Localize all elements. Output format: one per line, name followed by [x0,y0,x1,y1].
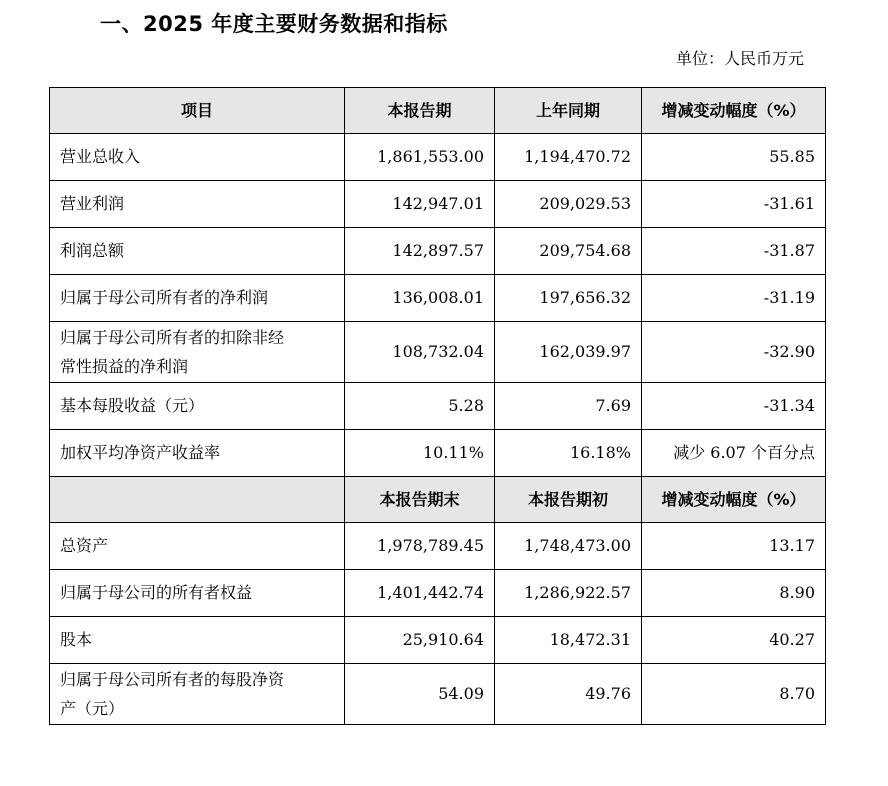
current-value: 5.28 [345,383,495,430]
previous-value: 16.18% [495,430,642,477]
header-cell-change: 增减变动幅度（%） [642,88,826,134]
table-row [50,570,826,617]
table-row [50,383,826,430]
previous-value: 209,754.68 [495,228,642,275]
previous-value: 7.69 [495,383,642,430]
change-value: 8.90 [642,570,826,617]
current-value: 10.11% [345,430,495,477]
row-label: 总资产 [50,523,345,570]
change-value: 40.27 [642,617,826,664]
table-header-row [50,88,826,134]
row-label: 营业总收入 [50,134,345,181]
row-label: 利润总额 [50,228,345,275]
row-label: 基本每股收益（元） [50,383,345,430]
table-row [50,181,826,228]
row-label-line: 归属于母公司所有者的每股净资 [60,670,285,689]
row-label [50,322,345,383]
row-label: 归属于母公司的所有者权益 [50,570,345,617]
current-value: 54.09 [345,664,495,725]
table-row [50,134,826,181]
header-cell-period-end: 本报告期末 [345,477,495,523]
previous-value: 1,194,470.72 [495,134,642,181]
row-label-line: 归属于母公司所有者的扣除非经 [60,328,285,347]
header-cell-previous: 上年同期 [495,88,642,134]
previous-value: 49.76 [495,664,642,725]
header-cell-period-start: 本报告期初 [495,477,642,523]
table-row [50,228,826,275]
table-row [50,275,826,322]
row-label-line: 产（元） [60,699,125,718]
change-value: 55.85 [642,134,826,181]
section-heading: 一、2025 年度主要财务数据和指标 [100,12,448,36]
header-cell-empty [50,477,345,523]
financial-data-table [49,87,826,725]
table-row [50,523,826,570]
unit-label: 单位：人民币万元 [675,49,804,68]
header-cell-item: 项目 [50,88,345,134]
previous-value: 209,029.53 [495,181,642,228]
current-value: 136,008.01 [345,275,495,322]
current-value: 1,861,553.00 [345,134,495,181]
table-row [50,617,826,664]
previous-value: 1,286,922.57 [495,570,642,617]
row-label: 营业利润 [50,181,345,228]
change-value: -31.19 [642,275,826,322]
current-value: 108,732.04 [345,322,495,383]
change-value: 减少 6.07 个百分点 [642,430,826,477]
table-row [50,430,826,477]
table-row [50,322,826,383]
change-value: 13.17 [642,523,826,570]
change-value: -31.61 [642,181,826,228]
table-row [50,664,826,725]
previous-value: 197,656.32 [495,275,642,322]
row-label-line: 常性损益的净利润 [60,357,189,376]
change-value: -31.87 [642,228,826,275]
change-value: -31.34 [642,383,826,430]
row-label: 股本 [50,617,345,664]
change-value: -32.90 [642,322,826,383]
current-value: 142,897.57 [345,228,495,275]
header-cell-change: 增减变动幅度（%） [642,477,826,523]
previous-value: 18,472.31 [495,617,642,664]
table-subheader-row [50,477,826,523]
current-value: 142,947.01 [345,181,495,228]
header-cell-current: 本报告期 [345,88,495,134]
row-label: 归属于母公司所有者的净利润 [50,275,345,322]
change-value: 8.70 [642,664,826,725]
row-label: 加权平均净资产收益率 [50,430,345,477]
previous-value: 1,748,473.00 [495,523,642,570]
previous-value: 162,039.97 [495,322,642,383]
row-label [50,664,345,725]
current-value: 1,978,789.45 [345,523,495,570]
current-value: 25,910.64 [345,617,495,664]
current-value: 1,401,442.74 [345,570,495,617]
